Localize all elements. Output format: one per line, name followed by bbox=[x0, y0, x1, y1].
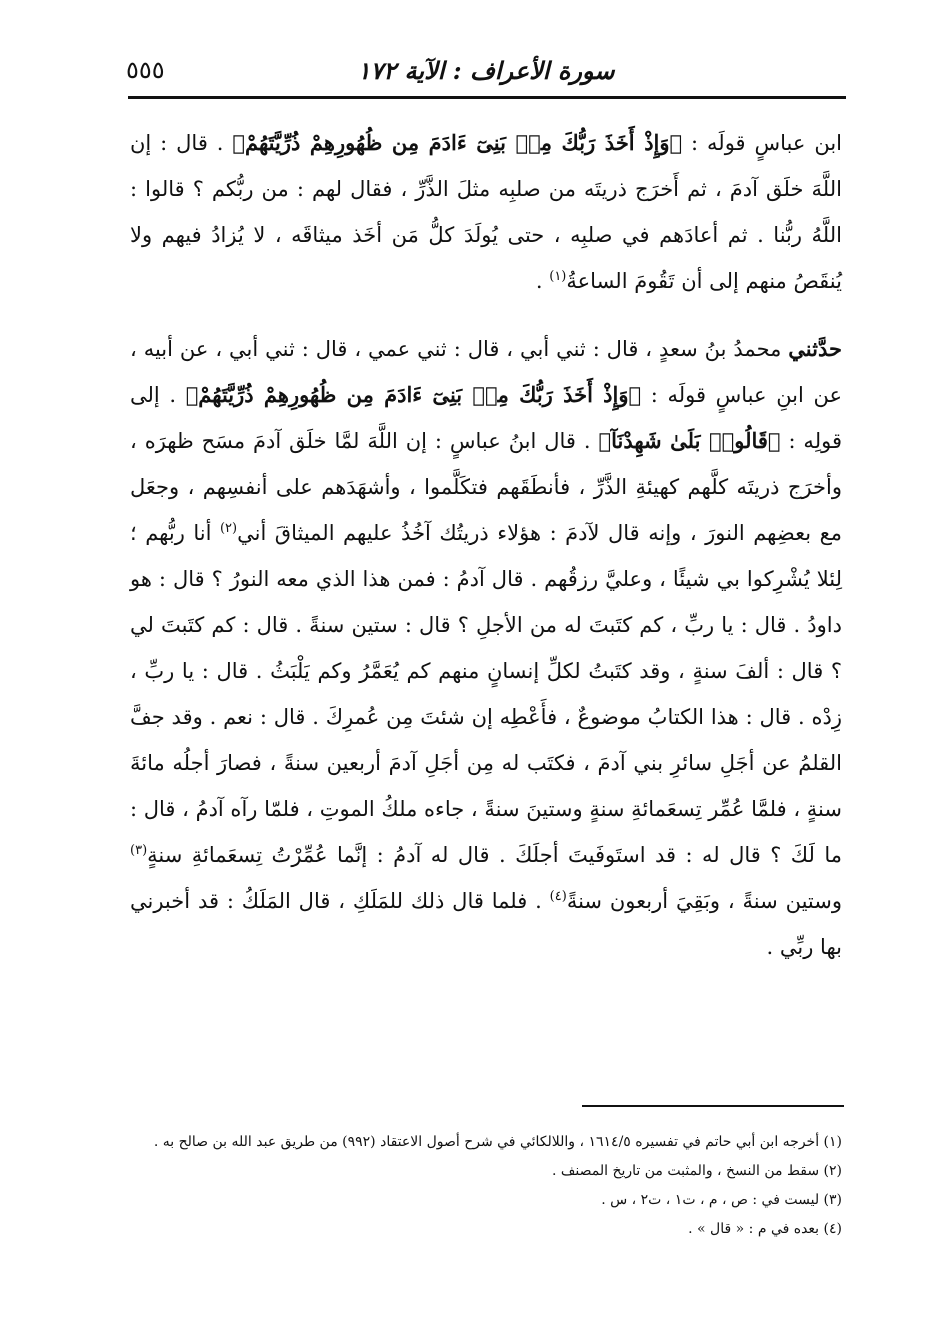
paragraph-2 bbox=[130, 326, 842, 970]
page-number: ٥٥٥ bbox=[126, 56, 165, 84]
header-divider bbox=[128, 96, 846, 99]
footnotes bbox=[130, 1128, 842, 1244]
running-title: سورة الأعراف : الآية ١٧٢ bbox=[357, 56, 615, 85]
text-segment: . فلما قال ذلك للمَلَكِ ، قال المَلَكُ : قد أخبرني بها ربِّي . bbox=[130, 889, 842, 959]
footnote-1: (١) أخرجه ابن أبي حاتم في تفسيره ١٦١٤/٥ ، واللالكائي في شرح أصول الاعتقاد (٩٩٢) من طريق عبد الله بن صالح به . bbox=[153, 1134, 842, 1150]
quran-verse: ﴿وَإِذْ أَخَذَ رَبُّكَ مِنۢ بَنِىٓ ءَادَمَ مِن ظُهُورِهِمْ ذُرِّيَّتَهُمْ﴾ bbox=[185, 382, 642, 407]
footnote-4: (٤) بعده في م : « قال » . bbox=[688, 1221, 842, 1237]
footnote-reference: (٢) bbox=[219, 521, 238, 536]
text-segment: . إلى قولِه : bbox=[130, 383, 842, 453]
text-segment: وستين سنةً ، وبَقِيَ أربعون سنةً bbox=[566, 889, 842, 913]
quran-verse: ﴿وَإِذْ أَخَذَ رَبُّكَ مِنۢ بَنِىٓ ءَادَمَ مِن ظُهُورِهِمْ ذُرِّيَّتَهُمْ﴾ bbox=[232, 130, 683, 155]
narration-lead: حدَّثني bbox=[788, 336, 842, 361]
main-text bbox=[130, 120, 842, 970]
footnote-3: (٣) ليست في : ص ، م ، ت١ ، ت٢ ، س . bbox=[601, 1192, 842, 1208]
paragraph-1 bbox=[130, 120, 842, 304]
text-segment: . قال ابنُ عباسٍ : إن اللَّهَ لمَّا خلَق آدمَ مسَح ظهرَه ، وأخرَج ذريتَه كلَّهم كهيئةِ الذَّرِّ ، فأنطَقَهم فتكَلَّموا ، وأشهَدَهم على أنفسِهم ، وجعَل مع بعضِهم النورَ ، وإنه قال لآدمَ : هؤلاء ذريتُك آخُذُ عليهم الميثاقَ أني bbox=[130, 429, 842, 545]
text-segment: . bbox=[535, 269, 550, 293]
footnote-divider bbox=[582, 1105, 844, 1107]
text-segment: محمدُ بنُ سعدٍ ، قال : ثني أبي ، قال : ثني عمي ، قال : ثني أبي ، عن أبيه ، عن ابنِ عباسٍ قولَه : bbox=[130, 337, 843, 407]
footnote-reference: (٣) bbox=[130, 843, 148, 858]
footnote-reference: (١) bbox=[549, 269, 567, 284]
text-segment: . قال : إن اللَّهَ خلَق آدمَ ، ثم أَخرَج ذريتَه من صلبِه مثلَ الذَّرِّ ، فقال لهم : من ربُّكم ؟ قالوا : اللَّهُ ربُّنا . ثم أعادَهم في صلبِه ، حتى يُولَدَ كلُّ مَن أخَذ ميثاقَه ، لا يُزادُ فيهم ولا يُنقَصُ منهم إلى أن تَقُومَ الساعةُ bbox=[130, 131, 842, 293]
footnote-reference: (٤) bbox=[549, 889, 567, 904]
text-segment: ابن عباسٍ قولَه : bbox=[682, 131, 842, 155]
footnote-2: (٢) سقط من النسخ ، والمثبت من تاريخ المصنف . bbox=[552, 1163, 842, 1179]
quran-verse: ﴿قَالُوا۟ بَلَىٰ شَهِدْنَآ﴾ bbox=[598, 428, 781, 453]
page-header bbox=[126, 50, 846, 96]
text-segment: أنا ربُّهم ؛ لِئلا يُشْرِكوا بي شيئًا ، وعليَّ رزقُهم . قال آدمُ : فمن هذا الذي معه النورُ ؟ قال : هو داودُ . قال : يا ربِّ ، كم كتَبتَ له من الأجلِ ؟ قال : ستين سنةً . قال : كم كتَبتَ لي ؟ قال : ألفَ سنةٍ ، وقد كتَبتُ لكلِّ إنسانٍ منهم كم يُعَمَّرُ وكم يَلْبَثُ . قال : يا ربِّ ، زِدْه . قال : هذا الكتابُ موضوعٌ ، فأَعْطِه إن شئتَ مِن عُمرِكَ . قال : نعم . وقد جفَّ القلمُ عن أجَلِ سائرِ بني آدمَ ، فكتَب له مِن أجَلِ آدمَ أربعين سنةً ، فصارَ أجلُه مائةَ سنةٍ ، فلمَّا عُمِّر تِسعَمائةِ سنةٍ وستينَ سنةً ، جاءه ملكُ الموتِ ، فلمّا رآه آدمُ ، قال : ما لَكَ ؟ قال له : قد استَوفَيتَ أجلَكَ . قال له آدمُ : إنَّما عُمِّرْتُ تِسعَمائةِ سنةٍ bbox=[130, 521, 842, 867]
